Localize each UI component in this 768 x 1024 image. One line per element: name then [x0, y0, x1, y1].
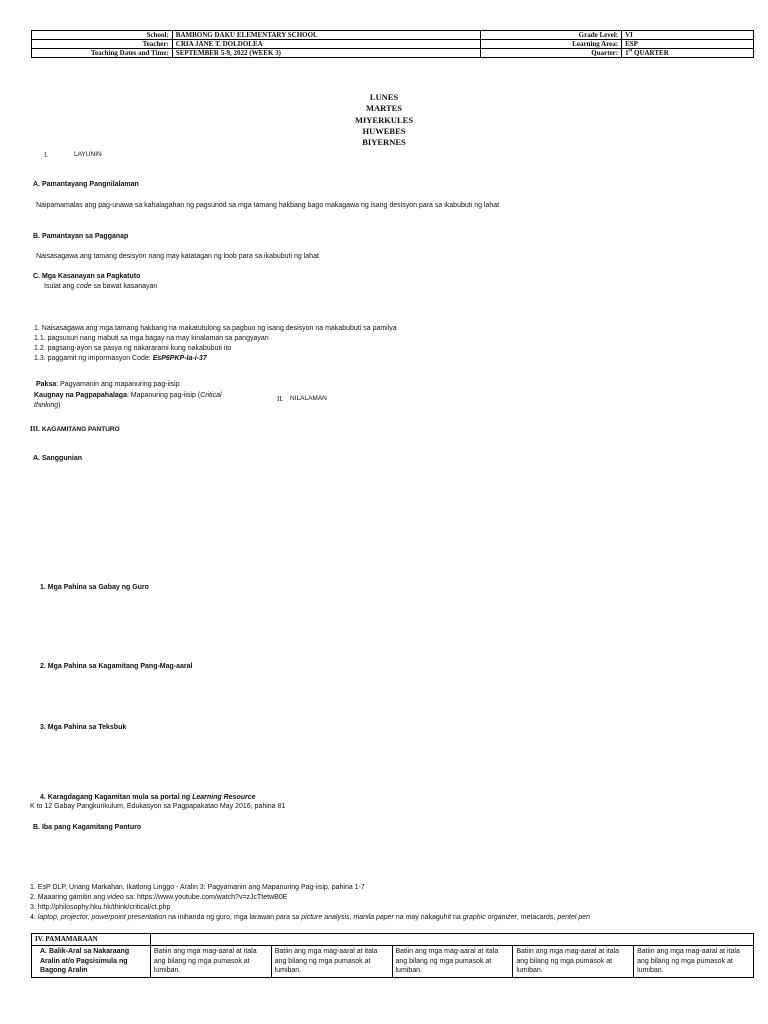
pamamaraan-header-row	[32, 934, 754, 946]
material-1: 1. EsP DLP, Unang Markahan, Ikatlong Linggo - Aralin 3: Pagyamanin ang Mapanuring Pag-iisip, pahina 1-7	[30, 884, 365, 891]
kaugnay-close: )	[58, 402, 61, 409]
section-c-note	[44, 283, 157, 290]
dates-value: SEPTEMBER 5-9, 2022 (WEEK 3)	[172, 49, 481, 58]
material-4-b: laptop, projector, powerpoint presentation	[37, 914, 167, 921]
kaugnay-line	[34, 391, 239, 411]
material-2	[30, 893, 590, 903]
material-2-a: 2. Maaaring gamitin ang	[30, 894, 108, 901]
section-a-text: Naipamamalas ang pag-unawa sa kahalagahan ng pagsunod sa mga tamang hakbang bago makagawa ng isang desisyon para sa ikabubuti ng lahat	[36, 202, 500, 209]
school-value: BAMBONG DAKU ELEMENTARY SCHOOL	[172, 31, 481, 40]
sanggunian-title: A. Sanggunian	[33, 455, 82, 462]
pahina-kagamitan: 2. Mga Pahina sa Kagamitang Pang-Mag-aaral	[40, 663, 193, 670]
material-4	[30, 913, 590, 923]
material-4-h: pentel pen	[557, 914, 591, 921]
paksa-line	[36, 381, 180, 388]
day-tuesday: MARTES	[365, 103, 403, 114]
material-2-b: video	[107, 894, 124, 901]
kaugnay-label: Kaugnay na Pagpapahalaga	[34, 392, 127, 399]
paksa-text: : Pagyamanin ang mapanuring pag-iisip	[56, 381, 180, 388]
header-row-teacher	[32, 40, 754, 49]
section-c-note-b: sa bawat kasanayan	[91, 283, 158, 290]
area-label: Learning Area:	[481, 40, 622, 49]
teacher-value: CRIA JANE T. DOLDOLEA	[172, 40, 481, 49]
competency-sub-1: 1.1. pagsusuri nang mabuti sa mga bagay na may kinalaman sa pangyayari	[34, 335, 269, 342]
pamamaraan-row-balik-aral	[32, 946, 754, 978]
day-wednesday: MIYERKULES	[354, 114, 414, 125]
quarter-suffix: st	[628, 48, 633, 54]
material-4-d: picture analysis, manila paper	[301, 914, 394, 921]
nilalaman-title: NILALAMAN	[290, 395, 327, 402]
cell-miyerkules: Batiin ang mga mag-aaral at itala ang bilang ng mga pumasok at lumiban.	[392, 946, 513, 978]
pamamaraan-title-text: IV. PAMAMARAAN	[35, 935, 98, 943]
section-b-text: Naisasagawa ang tamang desisyon nang may katatagan ng loob para sa ikabubuti ng lahat	[36, 253, 319, 260]
header-table	[31, 30, 754, 58]
pamamaraan-title	[32, 934, 151, 946]
competency-code: EsP6PKP-Ia-i-37	[152, 355, 207, 362]
section-a-title: A. Pamantayang Pangnilalaman	[33, 181, 139, 188]
kagamitan-title: KAGAMITANG PANTURO	[41, 426, 120, 433]
material-2-c: sa: https://www.youtube.com/watch?v=zJcTtetwB0E	[123, 894, 288, 901]
cell-martes: Batiin ang mga mag-aaral at itala ang bilang ng mga pumasok at lumiban.	[271, 946, 392, 978]
header-row-dates	[32, 49, 754, 58]
kaugnay-text: : Mapanuring pag-iisip (	[126, 392, 201, 399]
header-row-school	[32, 31, 754, 40]
cell-huwebes: Batiin ang mga mag-aaral at itala ang bilang ng mga pumasok at lumiban.	[513, 946, 634, 978]
cell-biyernes: Batiin ang mga mag-aaral at itala ang bilang ng mga pumasok at lumiban.	[634, 946, 754, 978]
competency-sub-3	[34, 354, 397, 364]
material-4-a: 4.	[30, 914, 38, 921]
area-value: ESP	[622, 40, 754, 49]
day-thursday: HUWEBES	[362, 125, 406, 136]
section-b-title: B. Pamantayan sa Pagganap	[33, 233, 129, 240]
quarter-number: 1	[625, 49, 629, 57]
grade-value: VI	[622, 31, 754, 40]
competency-sub-3-text: 1.3. paggamit ng impormasyon Code:	[34, 355, 153, 362]
layunin-number: I.	[44, 151, 49, 159]
pamamaraan-header-blank	[150, 934, 753, 946]
dates-label: Teaching Dates and Time:	[32, 49, 173, 58]
kagamitan-number: III.	[30, 425, 40, 433]
day-friday: BIYERNES	[362, 137, 406, 148]
competency-sub-2: 1.2. pagsang-ayon sa pasya ng nakararami kung nakabubuti ito	[34, 345, 232, 352]
competency-list	[34, 324, 397, 364]
section-c-title: C. Mga Kasanayan sa Pagkatuto	[33, 273, 141, 280]
kagamitan-line	[30, 425, 120, 433]
day-monday: LUNES	[369, 92, 399, 102]
paksa-label: Paksa	[36, 381, 57, 388]
balik-aral-label: A. Balik-Aral sa Nakaraang Aralin at/o Pagsisimula ng Bagong Aralin	[32, 946, 151, 978]
kaugnay-italic: Critical thinking	[34, 392, 222, 409]
karagdagang-prefix: 4. Karagdagang Kagamitan mula sa portal ng	[40, 794, 193, 801]
layunin-title: LAYUNIN	[74, 151, 102, 158]
quarter-value	[622, 49, 754, 58]
nilalaman-number: II.	[277, 395, 284, 403]
material-4-f: graphic organizer	[462, 914, 517, 921]
material-4-e: na may nakaguhit na	[393, 914, 463, 921]
pahina-teksbuk: 3. Mga Pahina sa Teksbuk	[40, 724, 127, 731]
iba-pang-title: B. Iba pang Kagamitang Panturo	[33, 824, 142, 831]
material-4-g: , metacards,	[516, 914, 558, 921]
grade-label: Grade Level:	[481, 31, 622, 40]
pamamaraan-table	[31, 933, 754, 978]
karagdagang-italic: Learning Resource	[192, 794, 256, 801]
materials-list	[30, 883, 590, 923]
school-label: School:	[32, 31, 173, 40]
material-4-c: na inihanda ng guro, mga larawan para sa	[166, 914, 302, 921]
karagdagang-title	[40, 794, 256, 801]
section-c-note-a: Isulat ang	[44, 283, 77, 290]
days-list	[300, 92, 468, 148]
competency-main: 1. Naisasagawa ang mga tamang hakbang na makatutulong sa pagbuo ng isang desisyon na makabubuti sa pamilya	[34, 325, 397, 332]
pahina-gabay: 1. Mga Pahina sa Gabay ng Guro	[40, 584, 149, 591]
k12-reference: K to 12 Gabay Pangkurikulum, Edukasyon sa Pagpapakatao May 2016, pahina 81	[30, 803, 286, 810]
cell-lunes: Batiin ang mga mag-aaral at itala ang bilang ng mga pumasok at lumiban.	[150, 946, 271, 978]
section-c-note-code: code	[76, 283, 92, 290]
quarter-label: Quarter:	[481, 49, 622, 58]
teacher-label: Teacher:	[32, 40, 173, 49]
material-3: 3. http://philosophy.hku.hk/think/critical/ct.php	[30, 904, 171, 911]
quarter-word: QUARTER	[634, 49, 669, 57]
